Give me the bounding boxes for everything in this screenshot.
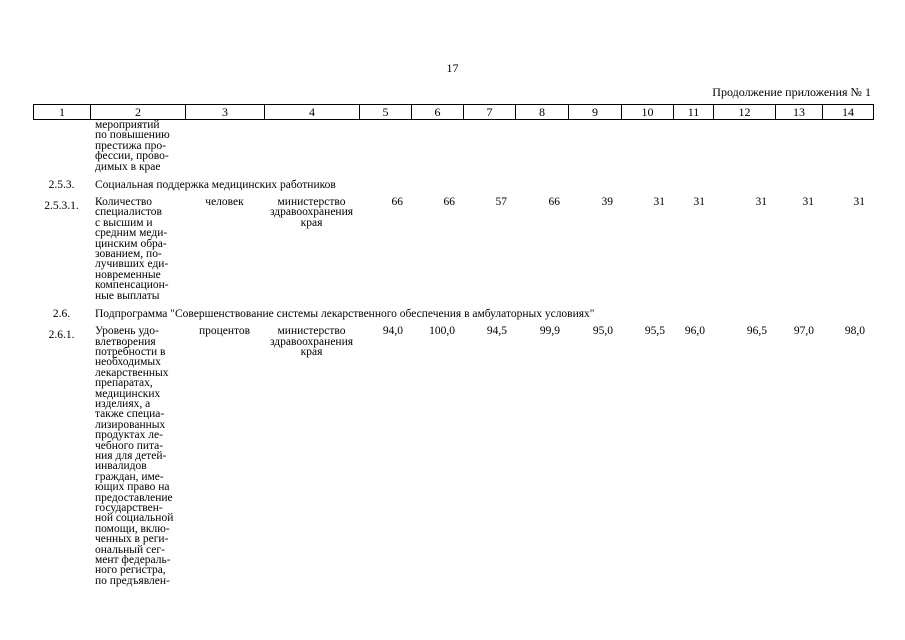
table-row [33,120,873,172]
header-cell: 13 [776,105,823,120]
header-cell: 9 [569,105,622,120]
value-cell: 96,5 [746,325,767,338]
value-cell: 31 [693,196,705,209]
header-cell: 14 [823,105,874,120]
value-cell: 95,5 [644,325,665,338]
indicator-name: Количество специалистов с высшим и средним меди- цинским обра- зованием, по- лучивших еди- новременные компенсацион- ные выплаты [95,196,169,302]
value-cell: 94,0 [382,325,403,338]
indicator-name: мероприятий по повышению престижа про- фессии, прово- димых в крае [95,119,170,173]
value-cell: 94,5 [486,325,507,338]
header-cell: 11 [674,105,714,120]
value-cell: 31 [653,196,665,209]
table-row [33,197,873,301]
row-index: 2.6.1. [48,329,75,342]
header-cell: 6 [412,105,464,120]
header-cell: 2 [91,105,186,120]
row-index: 2.5.3. [48,179,75,192]
value-cell: 66 [391,196,403,209]
table-row [33,326,873,586]
value-cell: 57 [495,196,507,209]
value-cell: 97,0 [793,325,814,338]
value-cell: 66 [548,196,560,209]
column-number-header [33,104,874,120]
header-cell: 8 [516,105,569,120]
section-row [33,172,873,197]
unit-cell: человек [205,196,244,209]
header-cell: 12 [714,105,776,120]
value-cell: 95,0 [592,325,613,338]
value-cell: 98,0 [844,325,865,338]
indicator-table [33,120,873,586]
value-cell: 31 [755,196,767,209]
header-row [34,105,874,120]
row-index: 2.6. [52,308,71,321]
value-cell: 66 [443,196,455,209]
header-cell: 3 [186,105,265,120]
section-row [33,301,873,326]
header-cell: 1 [34,105,91,120]
value-cell: 96,0 [684,325,705,338]
header-cell: 10 [622,105,674,120]
value-cell: 31 [853,196,865,209]
page-number: 17 [446,61,459,75]
value-cell: 100,0 [429,325,455,338]
value-cell: 39 [601,196,613,209]
unit-cell: процентов [198,325,251,338]
value-cell: 31 [802,196,814,209]
appendix-caption: Продолжение приложения № 1 [712,85,871,99]
indicator-name: Уровень удо- влетворения потребности в необходимых лекарственных препаратах, медицинских изделиях, а также специа- лизированных продуктах ле- чебного пита- ния для детей- инвалидов граждан, име- ющих право на предоставление государствен- ной социальной помощи, вклю- ченных в реги- ональный сег- мент федераль- ного регистра, по предъявлен- [95,325,174,587]
header-cell: 5 [360,105,412,120]
section-title: Социальная поддержка медицинских работников [95,179,336,192]
header-cell: 7 [464,105,516,120]
responsible-cell: министерство здравоохранения края [269,325,354,358]
value-cell: 99,9 [539,325,560,338]
section-title: Подпрограмма "Совершенствование системы лекарственного обеспечения в амбулаторных условиях" [95,308,595,321]
row-index: 2.5.3.1. [44,200,79,213]
header-cell: 4 [265,105,360,120]
responsible-cell: министерство здравоохранения края [269,196,354,229]
